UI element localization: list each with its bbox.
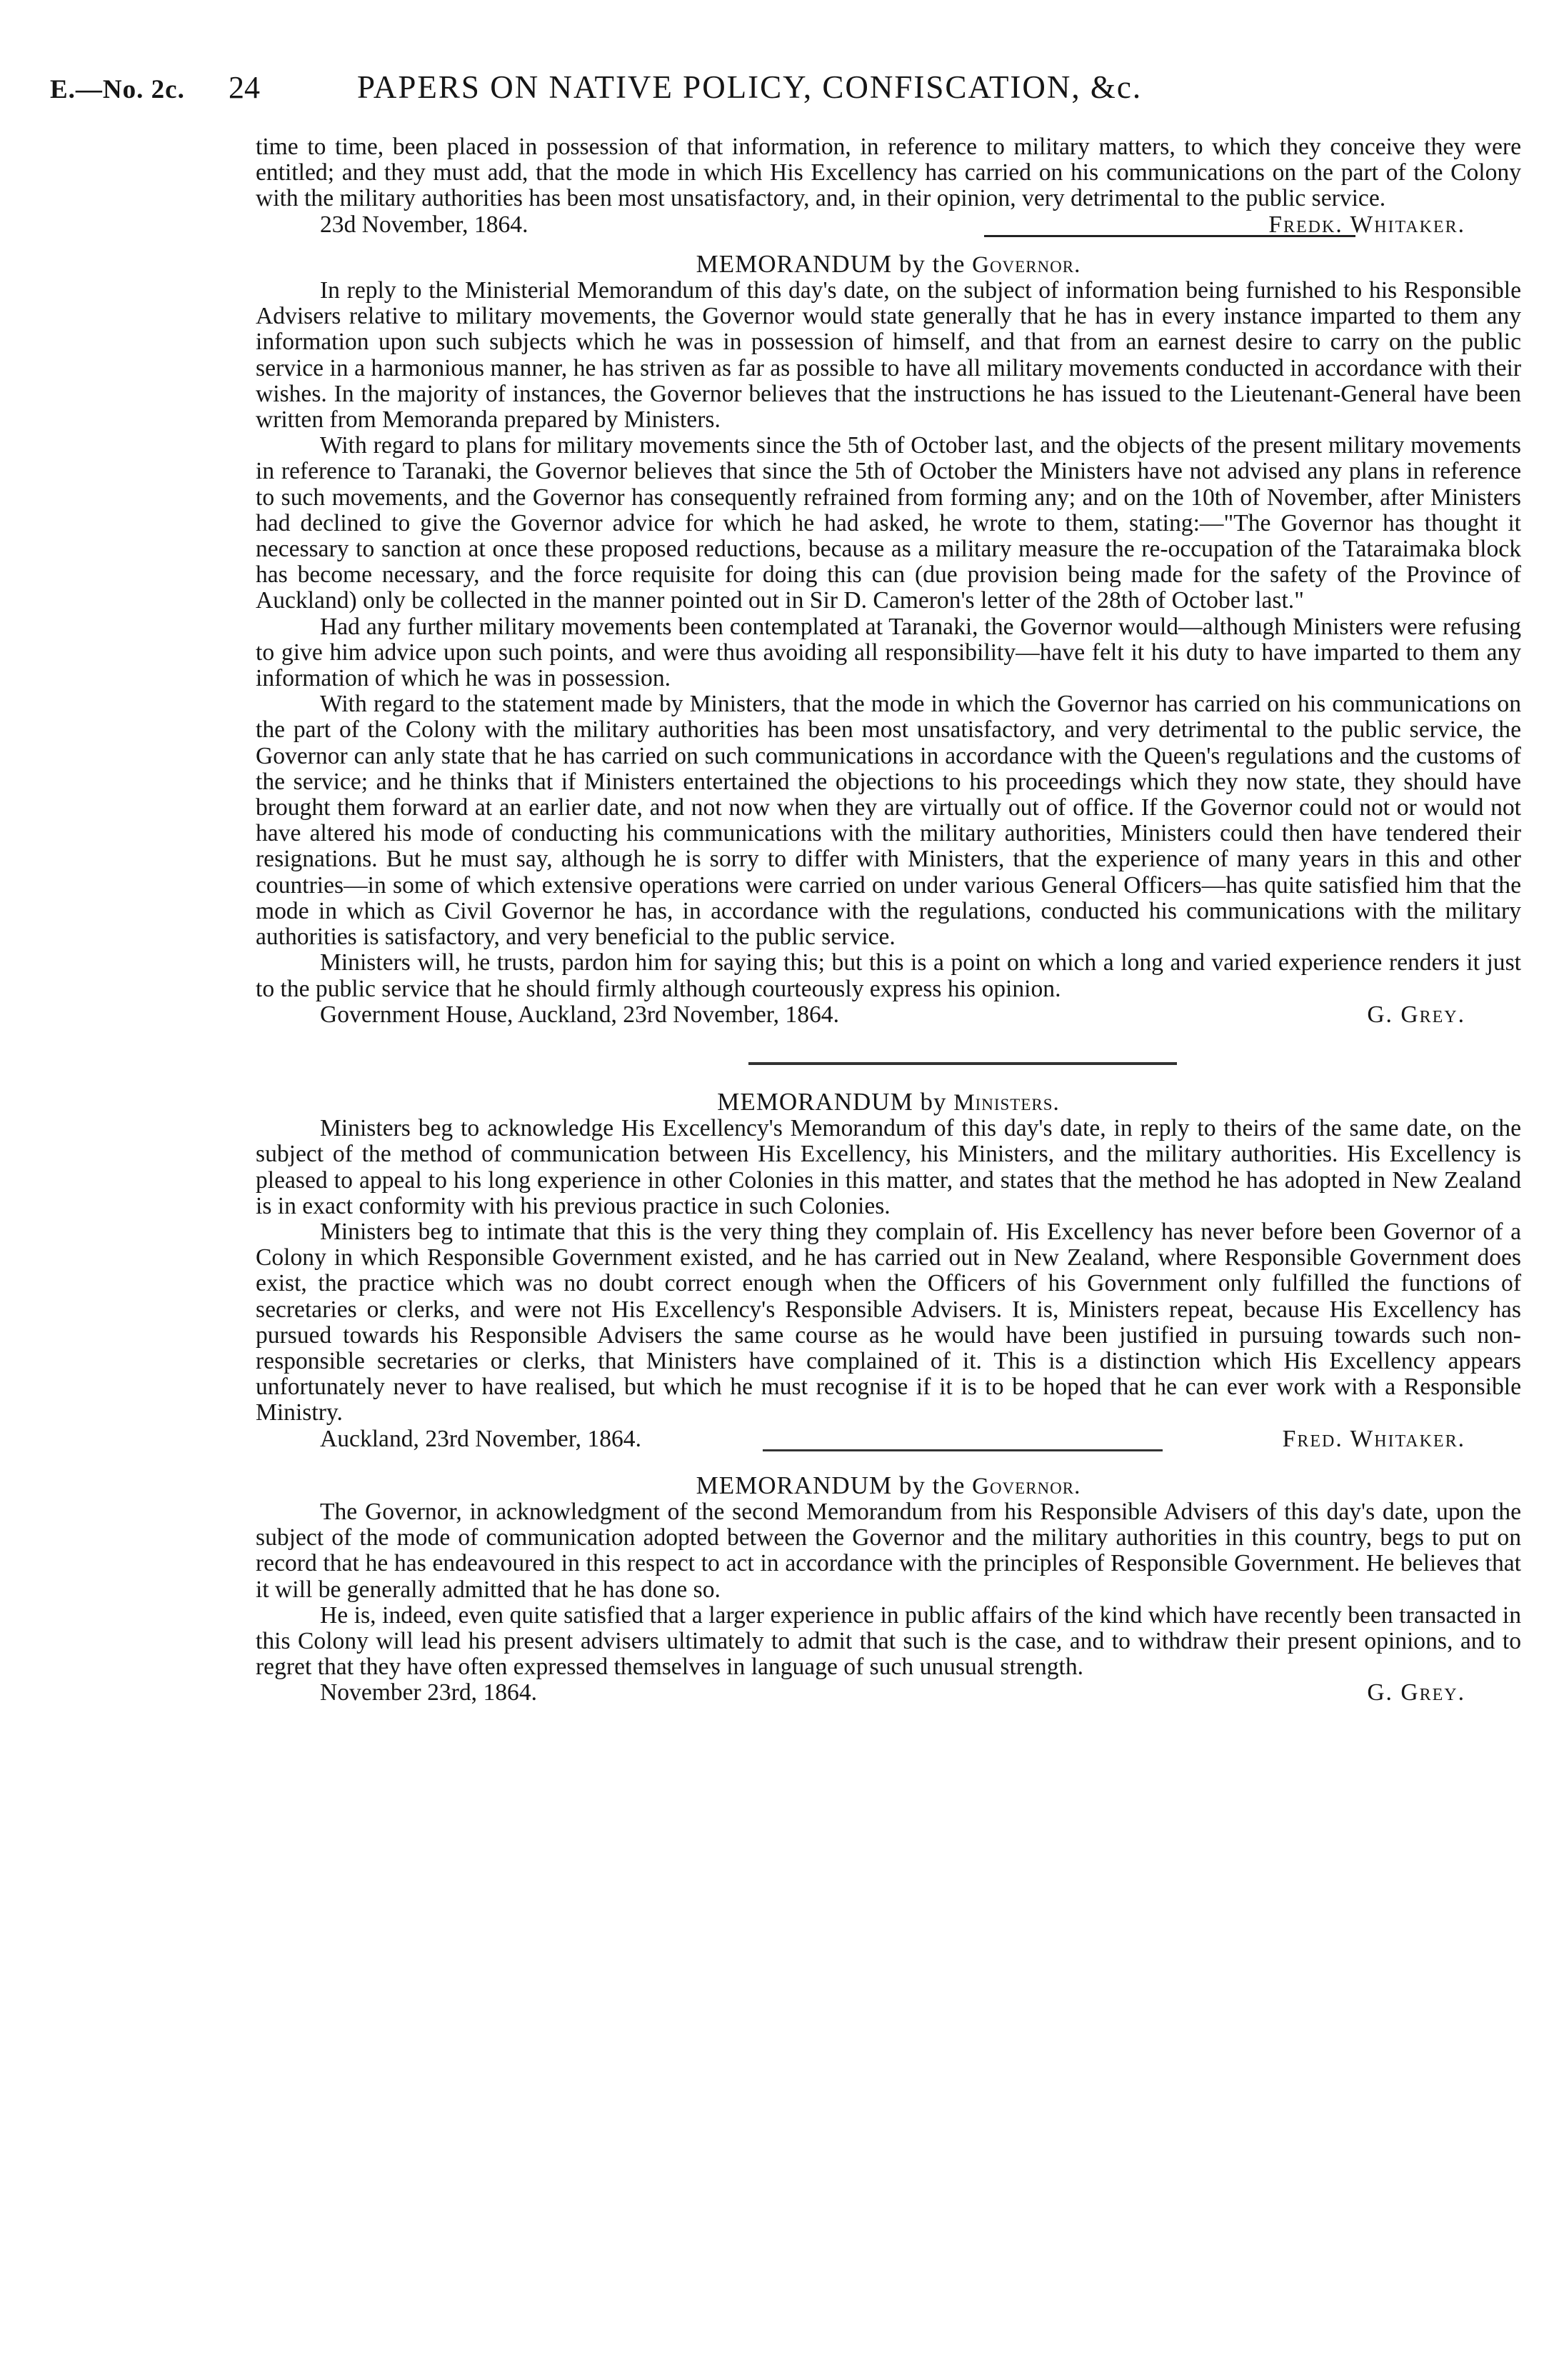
body-paragraph: The Governor, in acknowledgment of the second Memorandum from his Responsible Advisers of this day's date, upon the subject of the mode of communication adopted between the Governor and the military authorities in this country, begs to put on record that he has endeavoured in this respect to act in accordance with the principles of Responsible Government. He believes that it will be generally admitted that he has done so. (256, 1498, 1521, 1603)
page-header (50, 69, 1521, 134)
section-divider (748, 1062, 1177, 1065)
heading-title: MEMORANDUM (717, 1087, 913, 1116)
heading-author: Ministers. (953, 1089, 1060, 1116)
signature-name: G. Grey. (1367, 1679, 1465, 1706)
heading-title: MEMORANDUM (696, 1471, 893, 1499)
signature-date: 23d November, 1864. (320, 211, 528, 238)
page-number: 24 (229, 70, 260, 105)
continuation-paragraph: time to time, been placed in possession of that information, in reference to military matters, to which they conceive they were entitled; and they must add, that the mode in which His Excellency has carried on his communications on the part of the Colony with the military authorities has been most unsatisfactory, and, in their opinion, very detrimental to the public service. (256, 134, 1521, 212)
heading-title: MEMORANDUM (696, 249, 893, 278)
heading-by: by (920, 1087, 947, 1116)
signature-name: G. Grey. (1367, 1001, 1465, 1028)
body-paragraph: Ministers beg to intimate that this is the very thing they complain of. His Excellency has never before been Governor of a Colony in which Responsible Government existed, and he has carried out in New Zealand, where Responsible Government does exist, the practice which was no doubt correct enough when the Officers of his Government only fulfilled the functions of secretaries or clerks, and were not His Excellency's Responsible Advisers. It is, Ministers repeat, because His Excellency has pursued towards his Responsible Advisers the same course as he would have been justified in pursuing towards such non-responsible secretaries or clerks, that Ministers have complained of it. This is a distinction which His Excellency appears unfortunately never to have realised, but which he must recognise if it is to be hoped that he can ever work with a Responsible Ministry. (256, 1218, 1521, 1426)
body-paragraph: With regard to the statement made by Ministers, that the mode in which the Governor has carried on his communications on the part of the Colony with the military authorities has been most unsatisfactory, and very detrimental to the public service, the Governor can anly state that he has carried on such communications in accordance with the Queen's regulations and the customs of the service; and he thinks that if Ministers entertained the objections to his proceedings which they now state, they should have brought them forward at an earlier date, and not now when they are virtually out of office. If the Governor could not or would not have altered his mode of conducting his communications with the military authorities, Ministers could then have tendered their resignations. But he must say, although he is sorry to differ with Ministers, that the experience of many years in this and other countries—in some of which extensive operations were carried on under various General Officers—has quite satisfied him that the mode in which as Civil Governor he has, in accordance with the regulations, conducted his communications with the military authorities is satisfactory, and very beneficial to the public service. (256, 691, 1521, 951)
signature-date: Auckland, 23rd November, 1864. (320, 1425, 641, 1452)
memorandum-heading (256, 1473, 1521, 1499)
signature-date: November 23rd, 1864. (320, 1679, 538, 1706)
heading-by: by the (898, 1471, 966, 1499)
memorandum-heading (256, 251, 1521, 278)
body-paragraph: He is, indeed, even quite satisfied that a larger experience in public affairs of the kind which have recently been transacted in this Colony will lead his present advisers ultimately to admit that such is the case, and to withdraw their present opinions, and to regret that they have often expressed themselves in language of such unusual strength. (256, 1601, 1521, 1681)
signature-block (256, 1002, 1521, 1028)
signature-block (256, 212, 1521, 238)
signature-name: Fredk. Whitaker. (1268, 211, 1465, 238)
memorandum-heading (256, 1089, 1521, 1116)
document-body (256, 134, 1521, 1706)
signature-date: Government House, Auckland, 23rd November, 1864. (320, 1001, 839, 1028)
running-title: PAPERS ON NATIVE POLICY, CONFISCATION, &c. (357, 69, 1143, 105)
heading-author: Governor. (972, 1473, 1081, 1499)
document-reference: E.—No. 2c. (50, 75, 185, 104)
body-paragraph: With regard to plans for military movements since the 5th of October last, and the objects of the present military movements in reference to Taranaki, the Governor believes that since the 5th of October the Ministers have not advised any plans in reference to such movements, and the Governor has consequently refrained from forming any; and on the 10th of November, after Ministers had declined to give the Governor advice for which he had asked, he wrote to them, stating:—"The Governor has thought it necessary to sanction at once these proposed reductions, because as a military measure the re-occupation of the Tataraimaka block has become necessary, and the force requisite for doing this can (due provision being made for the safety of the Province of Auckland) only be collected in the manner pointed out in Sir D. Cameron's letter of the 28th of October last." (256, 432, 1521, 614)
heading-author: Governor. (972, 251, 1081, 278)
signature-block (256, 1680, 1521, 1706)
body-paragraph: In reply to the Ministerial Memorandum of this day's date, on the subject of information being furnished to his Responsible Advisers relative to military movements, the Governor would state generally that he has in every instance imparted to them any information upon such subjects which he was in possession of himself, and that from an earnest desire to carry on the public service in a harmonious manner, he has striven as far as possible to have all military movements conducted in accordance with their wishes. In the majority of instances, the Governor believes that the instructions he has issued to the Lieutenant-General have been written from Memoranda prepared by Ministers. (256, 277, 1521, 434)
signature-block (256, 1426, 1521, 1452)
section-divider (763, 1449, 1163, 1451)
body-paragraph: Ministers beg to acknowledge His Excellency's Memorandum of this day's date, in reply to theirs of the same date, on the subject of the method of communication between His Excellency, his Ministers, and the military authorities. His Excellency is pleased to appeal to his long experience in other Colonies in this matter, and states that the method he has adopted in New Zealand is in exact conformity with his previous practice in such Colonies. (256, 1115, 1521, 1219)
body-paragraph: Had any further military movements been contemplated at Taranaki, the Governor would—although Ministers were refusing to give him advice upon such points, and were thus avoiding all responsibility—have felt it his duty to have imparted to them any information of which he was in possession. (256, 613, 1521, 692)
signature-name: Fred. Whitaker. (1282, 1425, 1465, 1452)
heading-by: by the (898, 249, 966, 278)
body-paragraph: Ministers will, he trusts, pardon him for saying this; but this is a point on which a long and varied experience renders it just to the public service that he should firmly although courteously express his opinion. (256, 949, 1521, 1002)
